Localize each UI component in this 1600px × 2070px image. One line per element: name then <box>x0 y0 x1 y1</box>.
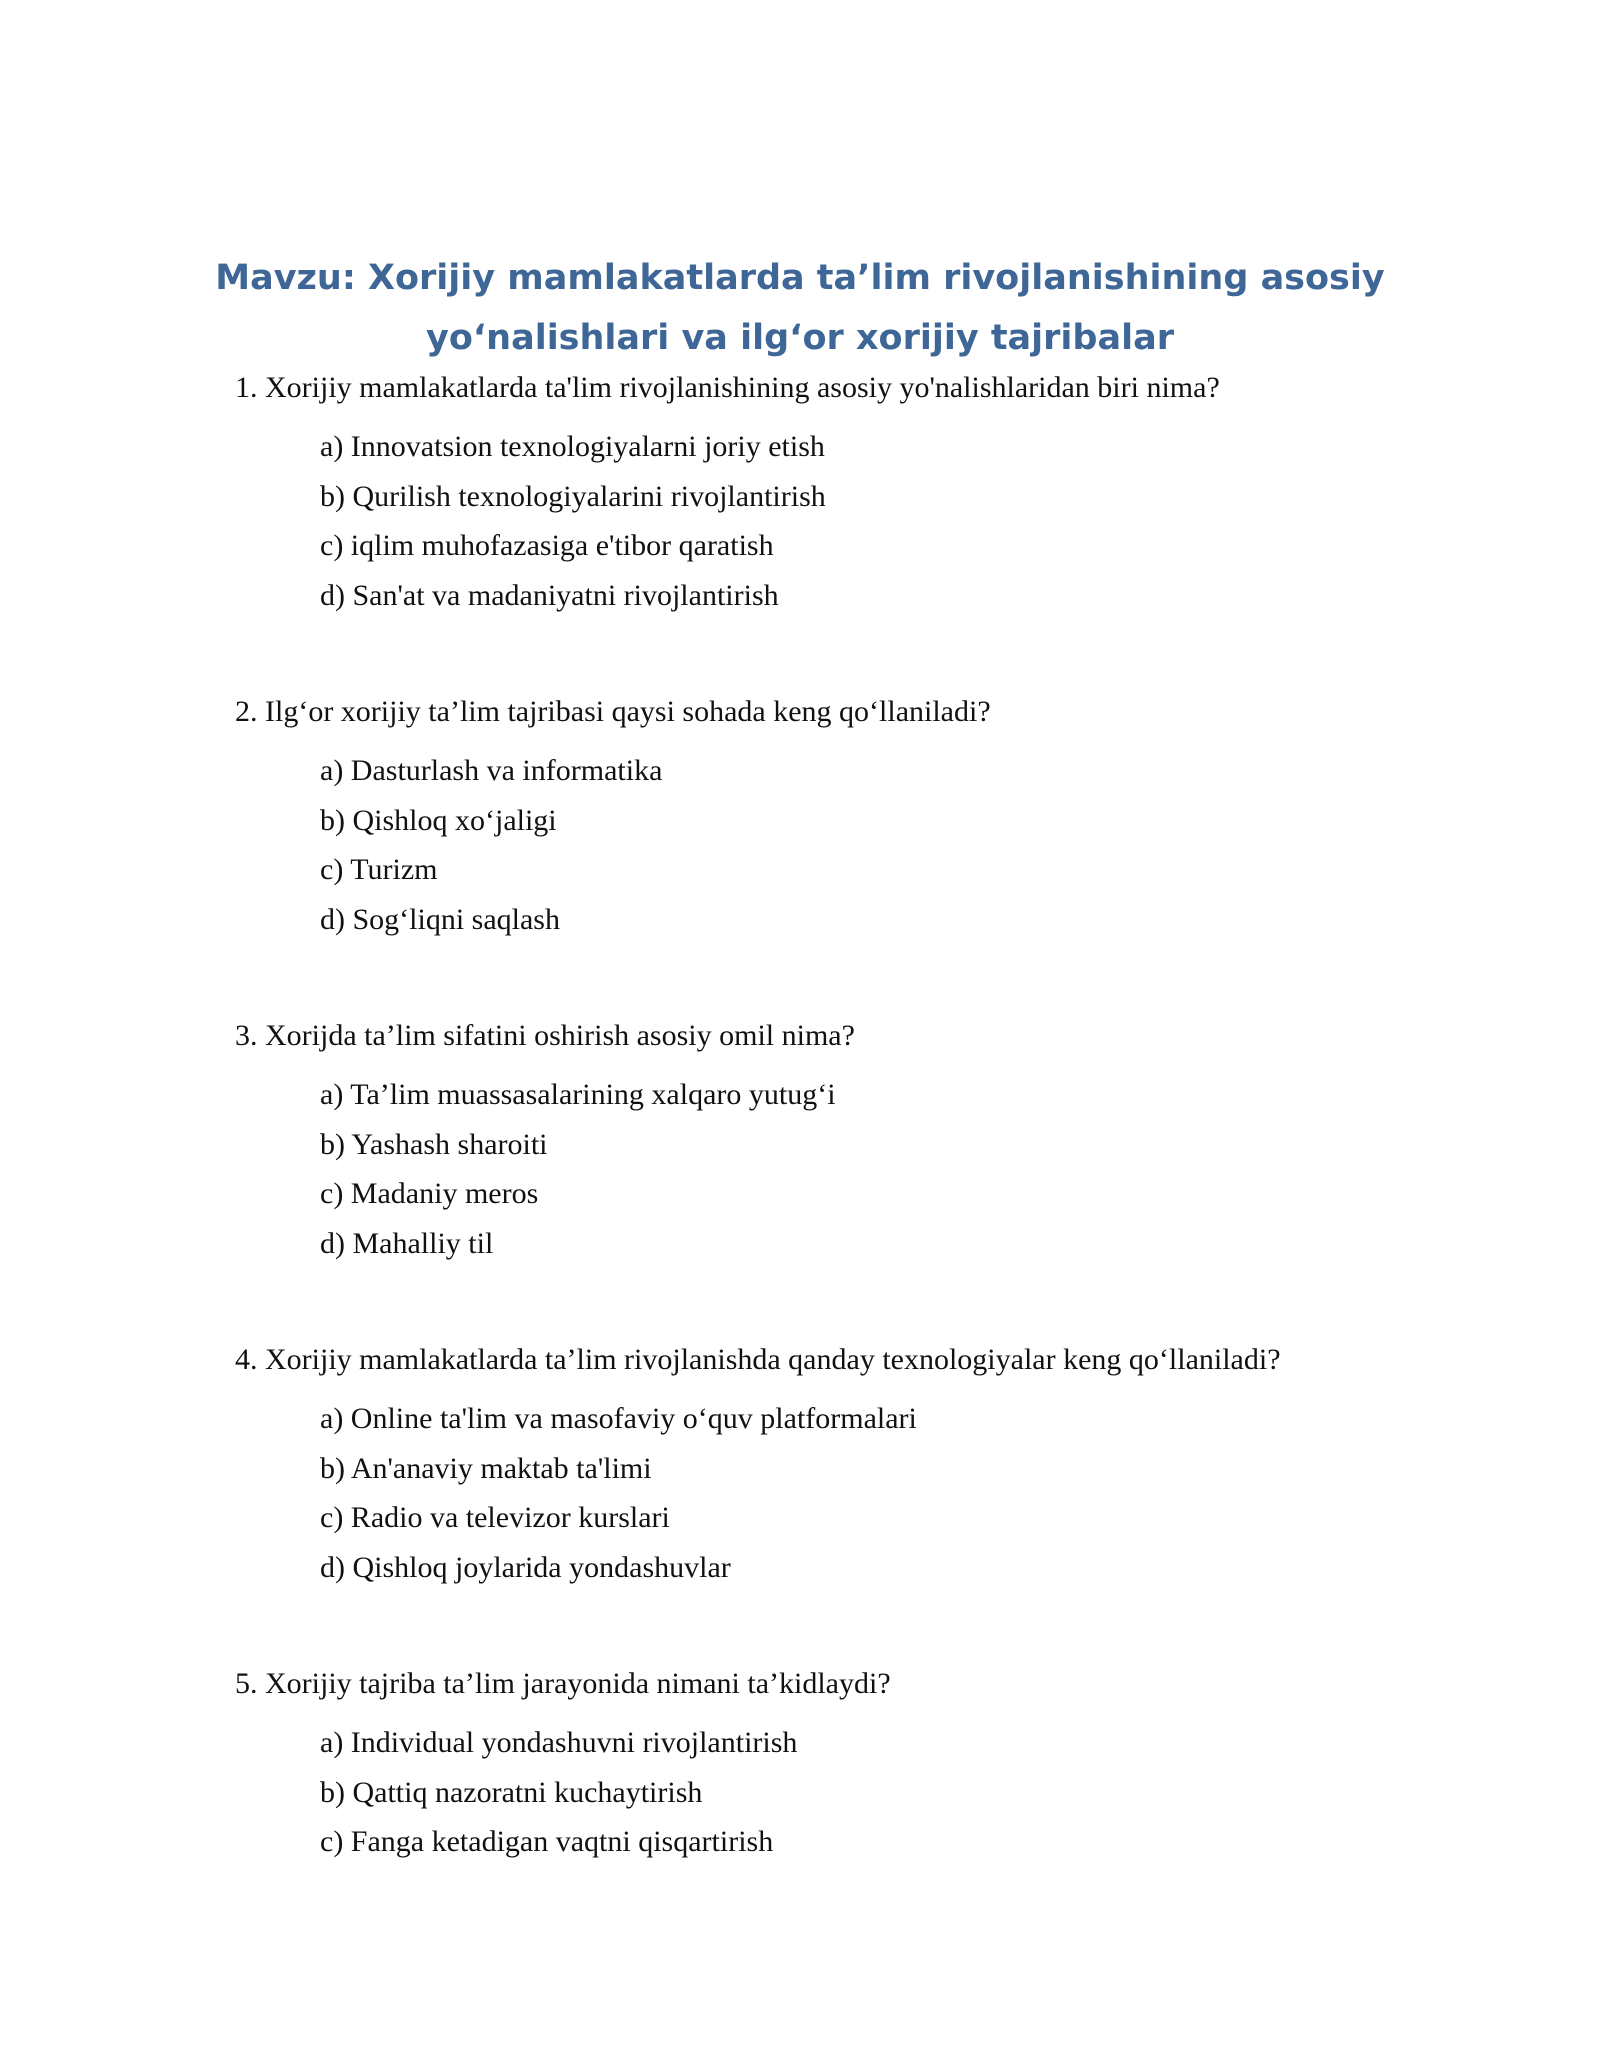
title-line-1: Mavzu: Xorijiy mamlakatlarda ta’lim rivojlanishining asosiy <box>215 258 1385 298</box>
question-text: 3. Xorijda ta’lim sifatini oshirish asosiy omil nima? <box>235 1019 855 1052</box>
option-a: a) Ta’lim muassasalarining xalqaro yutug‘i <box>320 1078 836 1111</box>
option-b: b) Qurilish texnologiyalarini rivojlantirish <box>320 479 826 513</box>
option-b: b) Qattiq nazoratni kuchaytirish <box>320 1775 703 1809</box>
option-b: b) Qishloq xo‘jaligi <box>320 803 557 837</box>
question-text: 1. Xorijiy mamlakatlarda ta'lim rivojlanishining asosiy yo'nalishlaridan biri nima? <box>235 371 1220 404</box>
question-4 <box>235 1336 1435 1660</box>
question-text: 2. Ilg‘or xorijiy ta’lim tajribasi qaysi sohada keng qo‘llaniladi? <box>235 695 991 728</box>
option-c: c) Fanga ketadigan vaqtni qisqartirish <box>320 1825 774 1858</box>
option-b: b) An'anaviy maktab ta'limi <box>320 1451 652 1485</box>
option-d: d) San'at va madaniyatni rivojlantirish <box>320 578 779 612</box>
option-d: d) Sog‘liqni saqlash <box>320 902 560 936</box>
option-c: c) iqlim muhofazasiga e'tibor qaratish <box>320 529 774 562</box>
question-1 <box>235 364 1435 688</box>
question-5 <box>235 1660 1435 1984</box>
option-c: c) Radio va televizor kurslari <box>320 1501 670 1534</box>
option-a: a) Innovatsion texnologiyalarni joriy etish <box>320 430 825 463</box>
option-d: d) Mahalliy til <box>320 1226 494 1260</box>
option-a: a) Online ta'lim va masofaviy o‘quv platformalari <box>320 1402 917 1435</box>
option-a: a) Dasturlash va informatika <box>320 754 663 787</box>
option-d: d) Qishloq joylarida yondashuvlar <box>320 1550 731 1584</box>
document-title <box>200 248 1400 368</box>
question-list <box>235 364 1435 1984</box>
question-2 <box>235 688 1435 1012</box>
question-3 <box>235 1012 1435 1336</box>
question-text: 4. Xorijiy mamlakatlarda ta’lim rivojlanishda qanday texnologiyalar keng qo‘llaniladi? <box>235 1343 1281 1376</box>
option-c: c) Turizm <box>320 853 438 886</box>
question-text: 5. Xorijiy tajriba ta’lim jarayonida nimani ta’kidlaydi? <box>235 1667 891 1700</box>
title-line-2: yo‘nalishlari va ilg‘or xorijiy tajribalar <box>426 318 1174 358</box>
option-a: a) Individual yondashuvni rivojlantirish <box>320 1726 798 1759</box>
option-c: c) Madaniy meros <box>320 1177 539 1210</box>
option-b: b) Yashash sharoiti <box>320 1127 548 1161</box>
